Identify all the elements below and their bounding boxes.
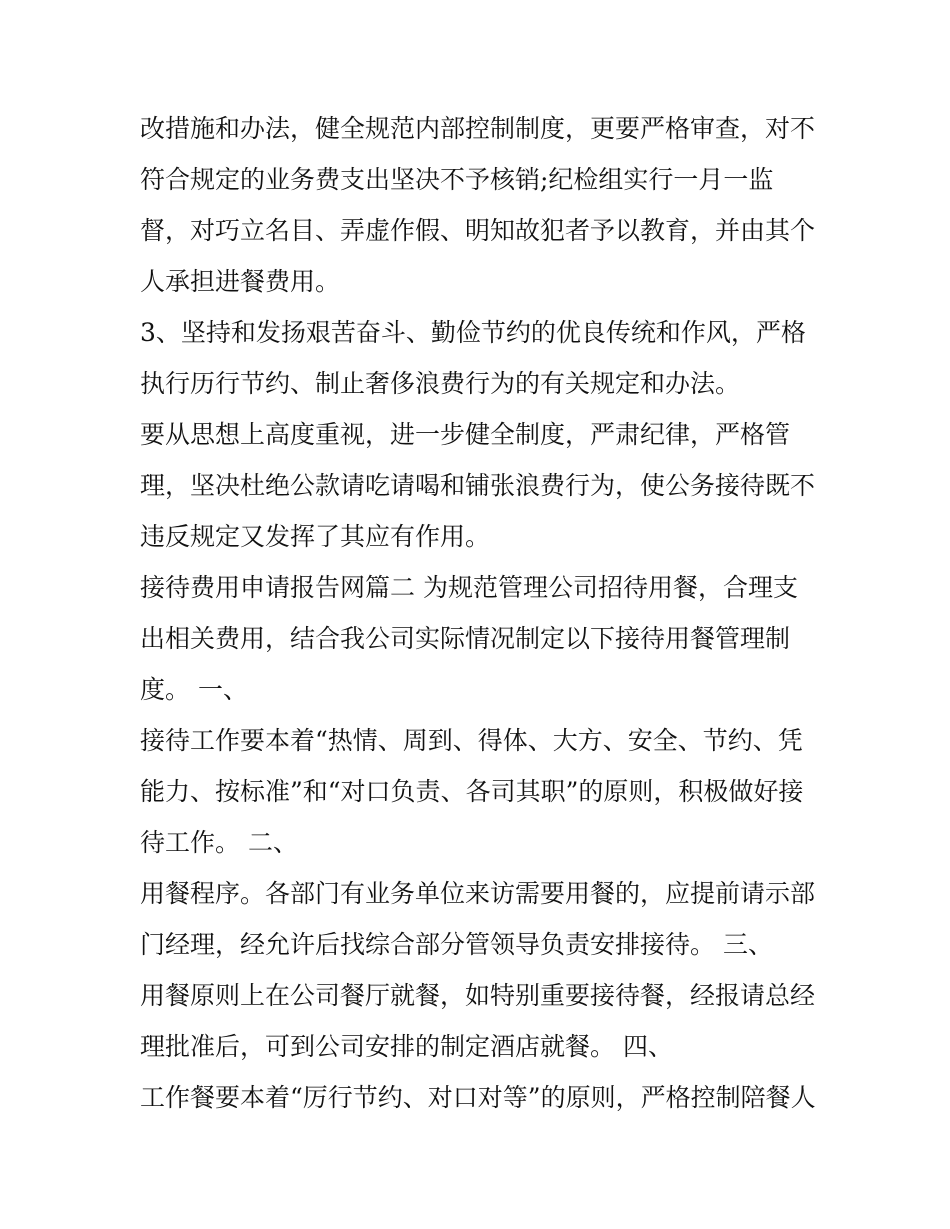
text-line-13: 接待工作要本着“热情、周到、得体、大方、安全、节约、凭 bbox=[140, 726, 803, 755]
text-line-19: 理批准后，可到公司安排的制定酒店就餐。 四、 bbox=[140, 1032, 673, 1061]
text-line-6: 执行历行节约、制止奢侈浪费行为的有关规定和办法。 bbox=[140, 369, 741, 398]
text-line-12: 度。 一、 bbox=[140, 675, 248, 704]
text-line-14: 能力、按标准”和“对口负责、各司其职”的原则，积极做好接 bbox=[140, 777, 804, 806]
text-line-9: 违反规定又发挥了其应有作用。 bbox=[140, 522, 491, 551]
text-line-10: 接待费用申请报告网篇二 为规范管理公司招待用餐，合理支 bbox=[140, 573, 798, 602]
text-line-16: 用餐程序。各部门有业务单位来访需要用餐的，应提前请示部 bbox=[140, 879, 816, 908]
text-line-1: 改措施和办法，健全规范内部控制制度，更要严格审查，对不 bbox=[140, 114, 816, 143]
text-line-20: 工作餐要本着“厉行节约、对口对等”的原则，严格控制陪餐人 bbox=[140, 1083, 816, 1112]
text-line-7: 要从思想上高度重视，进一步健全制度，严肃纪律，严格管 bbox=[140, 420, 791, 449]
text-line-18: 用餐原则上在公司餐厅就餐，如特别重要接待餐，经报请总经 bbox=[140, 981, 816, 1010]
text-line-4: 人承担进餐费用。 bbox=[140, 267, 341, 296]
text-line-8: 理，坚决杜绝公款请吃请喝和铺张浪费行为，使公务接待既不 bbox=[140, 471, 816, 500]
text-line-15: 待工作。 二、 bbox=[140, 828, 298, 857]
text-line-11: 出相关费用，结合我公司实际情况制定以下接待用餐管理制 bbox=[140, 624, 791, 653]
text-line-5: 3、坚持和发扬艰苦奋斗、勤俭节约的优良传统和作风，严格 bbox=[140, 318, 806, 347]
text-line-2: 符合规定的业务费支出坚决不予核销;纪检组实行一月一监 bbox=[140, 165, 774, 194]
text-line-3: 督，对巧立名目、弄虚作假、明知故犯者予以教育，并由其个 bbox=[140, 216, 816, 245]
text-line-17: 门经理，经允许后找综合部分管领导负责安排接待。 三、 bbox=[140, 930, 773, 959]
